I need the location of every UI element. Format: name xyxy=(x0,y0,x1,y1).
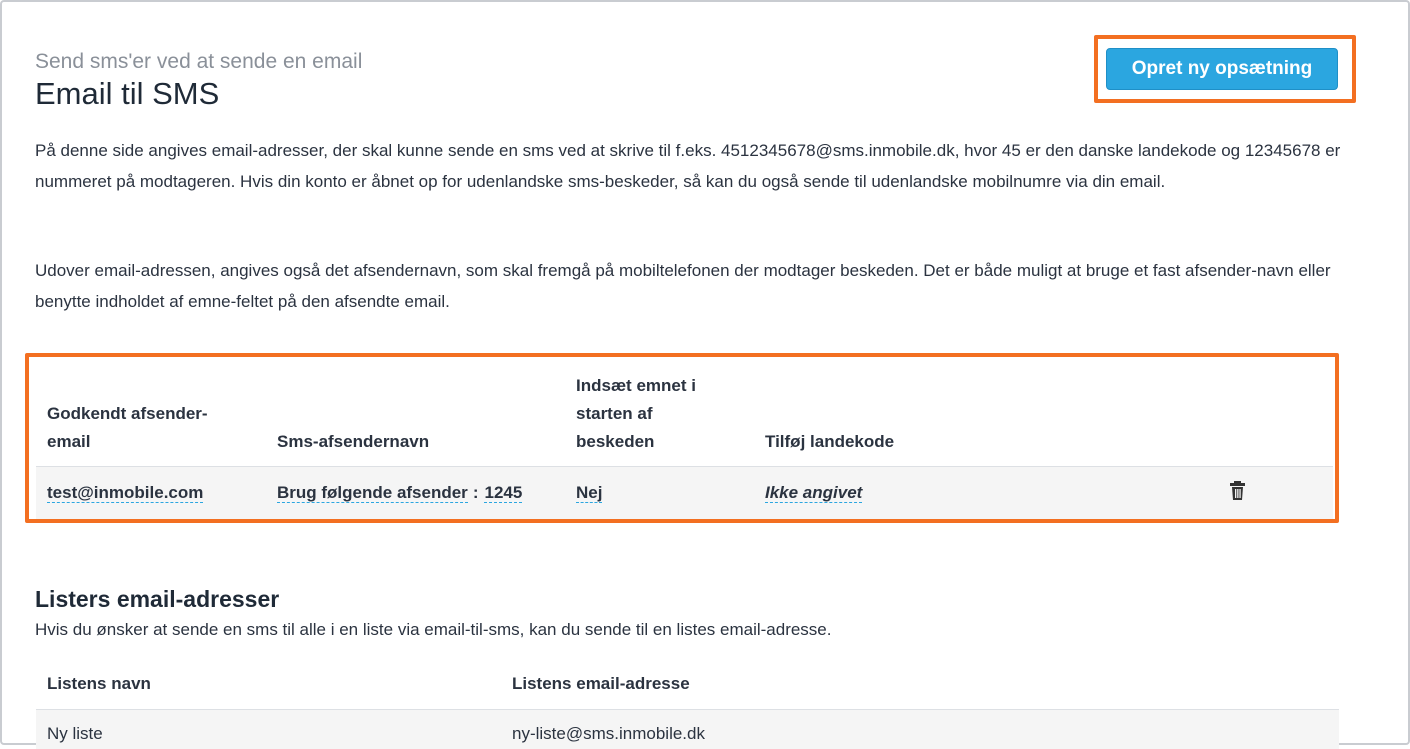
header-add-country-code: Tilføj landekode xyxy=(765,432,895,451)
page-subtitle: Send sms'er ved at sende en email xyxy=(35,50,363,73)
header-insert-subject: Indsæt emnet i starten af beskeden xyxy=(576,376,696,451)
list-name-cell: Ny liste xyxy=(47,724,103,743)
cell-sender-email xyxy=(47,482,203,504)
sender-mode-editable[interactable]: Brug følgende afsender xyxy=(277,483,468,502)
sender-separator: : xyxy=(472,483,479,502)
sender-email-editable[interactable]: test@inmobile.com xyxy=(47,483,204,502)
header-sms-sender-name: Sms-afsendernavn xyxy=(277,432,430,451)
intro-paragraph-1: På denne side angives email-adresser, der skal kunne sende en sms ved at skrive til f.eks. 4512345678@sms.inmobile.dk, hvor 45 er den danske landekode og 12345678 er nummeret på modtageren. Hvis din konto er åbnet op for udenlandske sms-beskeder, så kan du også sende til udenlandske mobilnumre via din email. xyxy=(35,141,1341,191)
cell-sms-sender-name xyxy=(277,482,522,504)
cell-insert-subject xyxy=(576,482,602,504)
create-setup-button[interactable]: Opret ny opsætning xyxy=(1106,48,1338,90)
lists-section-title: Listers email-adresser xyxy=(35,586,280,612)
header-list-name: Listens navn xyxy=(47,674,151,693)
list-email-cell: ny-liste@sms.inmobile.dk xyxy=(512,724,705,743)
lists-section-description: Hvis du ønsker at sende en sms til alle i en liste via email-til-sms, kan du sende til en listes email-adresse. xyxy=(35,620,832,639)
header-sender-email: Godkendt afsender-email xyxy=(47,404,208,451)
intro-paragraph-2: Udover email-adressen, angives også det afsendernavn, som skal fremgå på mobiltelefonen der modtager beskeden. Det er både muligt at bruge et fast afsender-navn eller benytte indholdet af emne-feltet på den afsendte email. xyxy=(35,261,1331,311)
header-list-email: Listens email-adresse xyxy=(512,674,690,693)
trash-icon[interactable] xyxy=(1229,480,1249,502)
cell-country-code xyxy=(765,482,862,504)
page-title: Email til SMS xyxy=(35,76,220,111)
sender-value-editable[interactable]: 1245 xyxy=(484,483,523,502)
table-row xyxy=(36,466,1333,519)
insert-subject-editable[interactable]: Nej xyxy=(576,483,603,502)
country-code-editable[interactable]: Ikke angivet xyxy=(765,483,863,502)
